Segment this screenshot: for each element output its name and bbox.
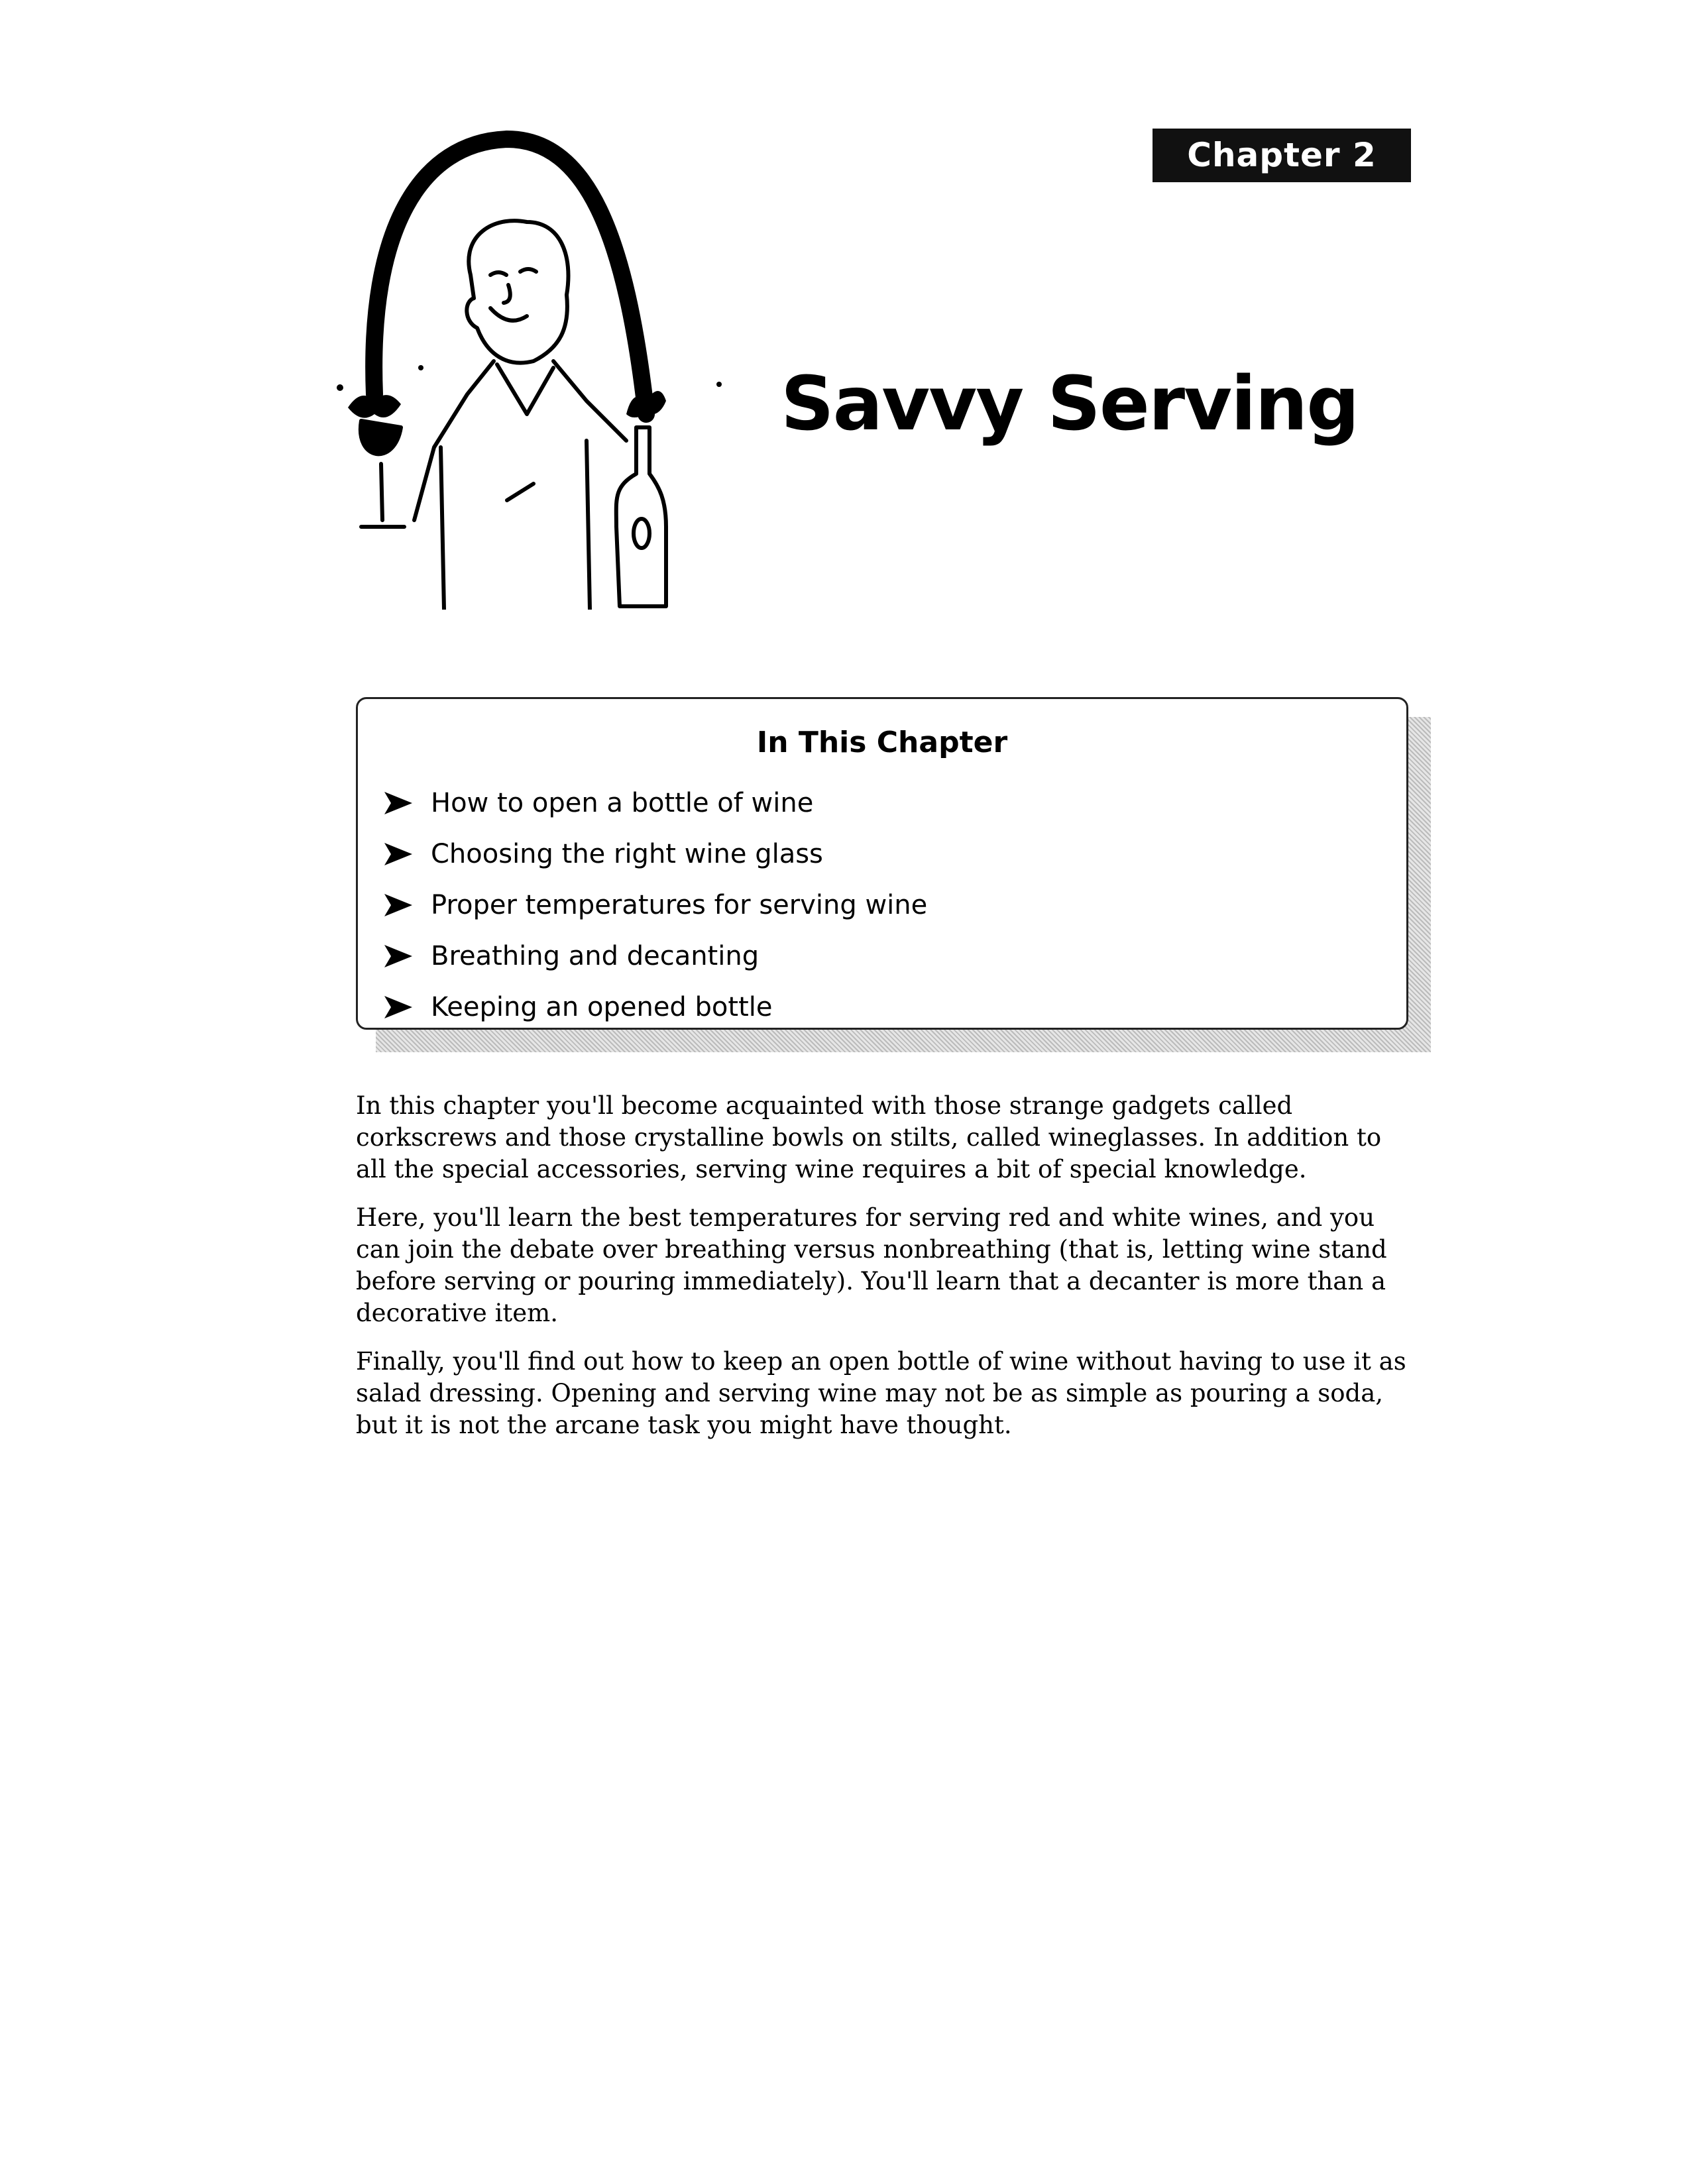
chapter-title: Savvy Serving (781, 361, 1359, 447)
arrowhead-bullet-icon (384, 996, 412, 1018)
in-this-chapter-heading: In This Chapter (756, 726, 1008, 759)
list-item-text: How to open a bottle of wine (431, 787, 814, 818)
wine-pouring-cartoon-illustration (335, 129, 722, 610)
arrowhead-bullet-icon (384, 792, 412, 814)
list-item-text: Proper temperatures for serving wine (431, 889, 928, 920)
list-item-text: Breathing and decanting (431, 940, 760, 971)
in-this-chapter-box (356, 697, 1408, 1030)
list-item (384, 777, 927, 828)
paragraph: Finally, you'll find out how to keep an open bottle of wine without having to use it as salad dressing. Opening and serving wine may not be as simple as pouring a soda, but it is not the arcane task you might have thought. (356, 1347, 1406, 1439)
list-item (384, 828, 927, 879)
arrowhead-bullet-icon (384, 894, 412, 916)
chapter-number-tab: Chapter 2 (1153, 129, 1411, 182)
list-item (384, 930, 927, 981)
arrowhead-bullet-icon (384, 843, 412, 865)
in-this-chapter-list (384, 777, 927, 1032)
paragraph: Here, you'll learn the best temperatures for serving red and white wines, and you can join the debate over breathing versus nonbreathing (that is, letting wine stand before serving or pouring immediately). You'll learn that a decanter is more than a decorative item. (356, 1203, 1387, 1327)
list-item (384, 981, 927, 1032)
paragraph: In this chapter you'll become acquainted with those strange gadgets called corkscrews and those crystalline bowls on stilts, called wineglasses. In addition to all the special accessories, serving wine requires a bit of special knowledge. (356, 1091, 1382, 1183)
arrowhead-bullet-icon (384, 945, 412, 967)
list-item (384, 879, 927, 930)
body-text (356, 1090, 1416, 1458)
list-item-text: Choosing the right wine glass (431, 838, 823, 869)
list-item-text: Keeping an opened bottle (431, 991, 773, 1022)
